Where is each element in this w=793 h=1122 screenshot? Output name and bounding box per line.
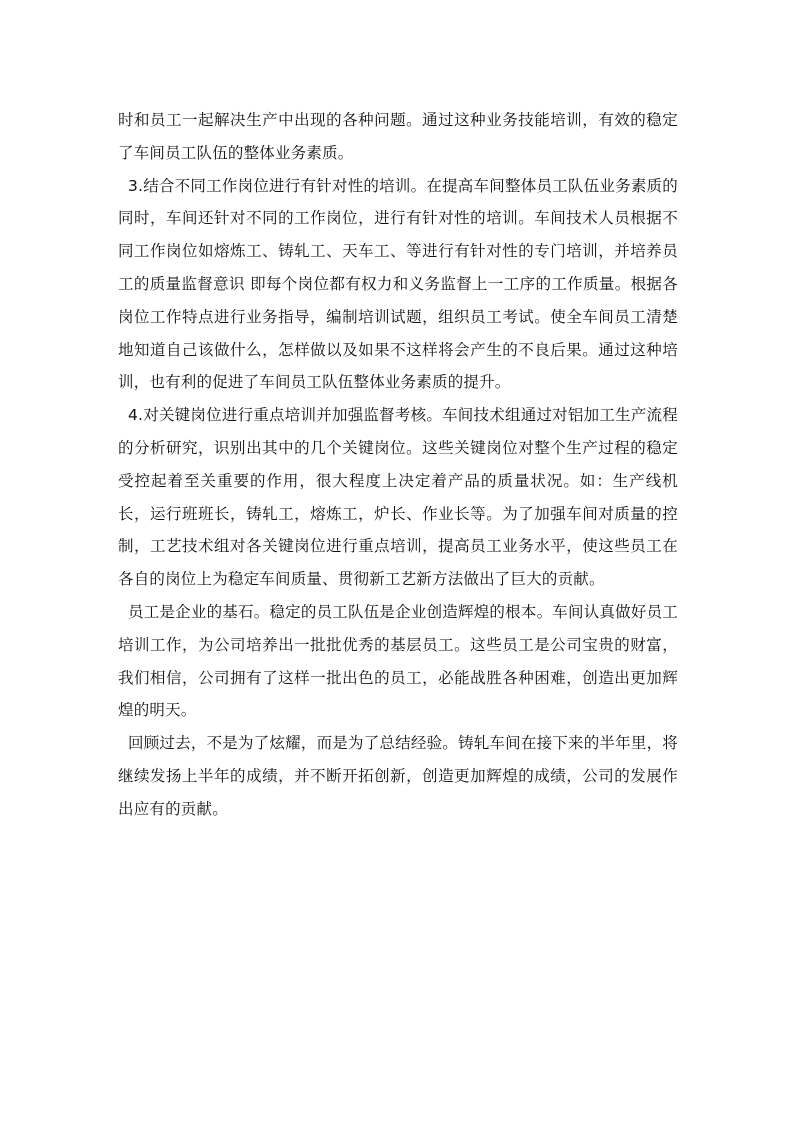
- document-body: [118, 104, 678, 826]
- paragraph-employees-cornerstone: 员工是企业的基石。稳定的员工队伍是企业创造辉煌的根本。车间认真做好员工培训工作，为公司培养出一批批优秀的基层员工。这些员工是公司宝贵的财富，我们相信，公司拥有了这样一批出色的员工，必能战胜各种困难，创造出更加辉煌的明天。: [118, 602, 678, 720]
- paragraph-key-positions: 4.对关键岗位进行重点培训并加强监督考核。车间技术组通过对铝加工生产流程的分析研究，识别出其中的几个关键岗位。这些关键岗位对整个生产过程的稳定受控起着至关重要的作用，很大程度上决定着产品的质量状况。如：生产线机长，运行班班长，铸轧工，熔炼工，炉长、作业长等。为了加强车间对质量的控制，工艺技术组对各关键岗位进行重点培训，提高员工业务水平，使这些员工在各自的岗位上为稳定车间质量、贯彻新工艺新方法做出了巨大的贡献。: [118, 406, 678, 589]
- paragraph-targeted-training: 3.结合不同工作岗位进行有针对性的培训。在提高车间整体员工队伍业务素质的同时，车间还针对不同的工作岗位，进行有针对性的培训。车间技术人员根据不同工作岗位如熔炼工、铸轧工、天车工、等进行有针对性的专门培训，并培养员工的质量监督意识 即每个岗位都有权力和义务监督上一工序的工作质量。根据各岗位工作特点进行业务指导，编制培训试题，组织员工考试。使全车间员工清楚地知道自己该做什么，怎样做以及如果不这样将会产生的不良后果。通过这种培训，也有利的促进了车间员工队伍整体业务素质的提升。: [118, 176, 678, 392]
- paragraph-continuation: 时和员工一起解决生产中出现的各种问题。通过这种业务技能培训，有效的稳定了车间员工队伍的整体业务素质。: [118, 111, 678, 162]
- paragraph-review-conclusion: 回顾过去，不是为了炫耀，而是为了总结经验。铸轧车间在接下来的半年里，将继续发扬上半年的成绩，并不断开拓创新，创造更加辉煌的成绩，公司的发展作出应有的贡献。: [118, 734, 678, 818]
